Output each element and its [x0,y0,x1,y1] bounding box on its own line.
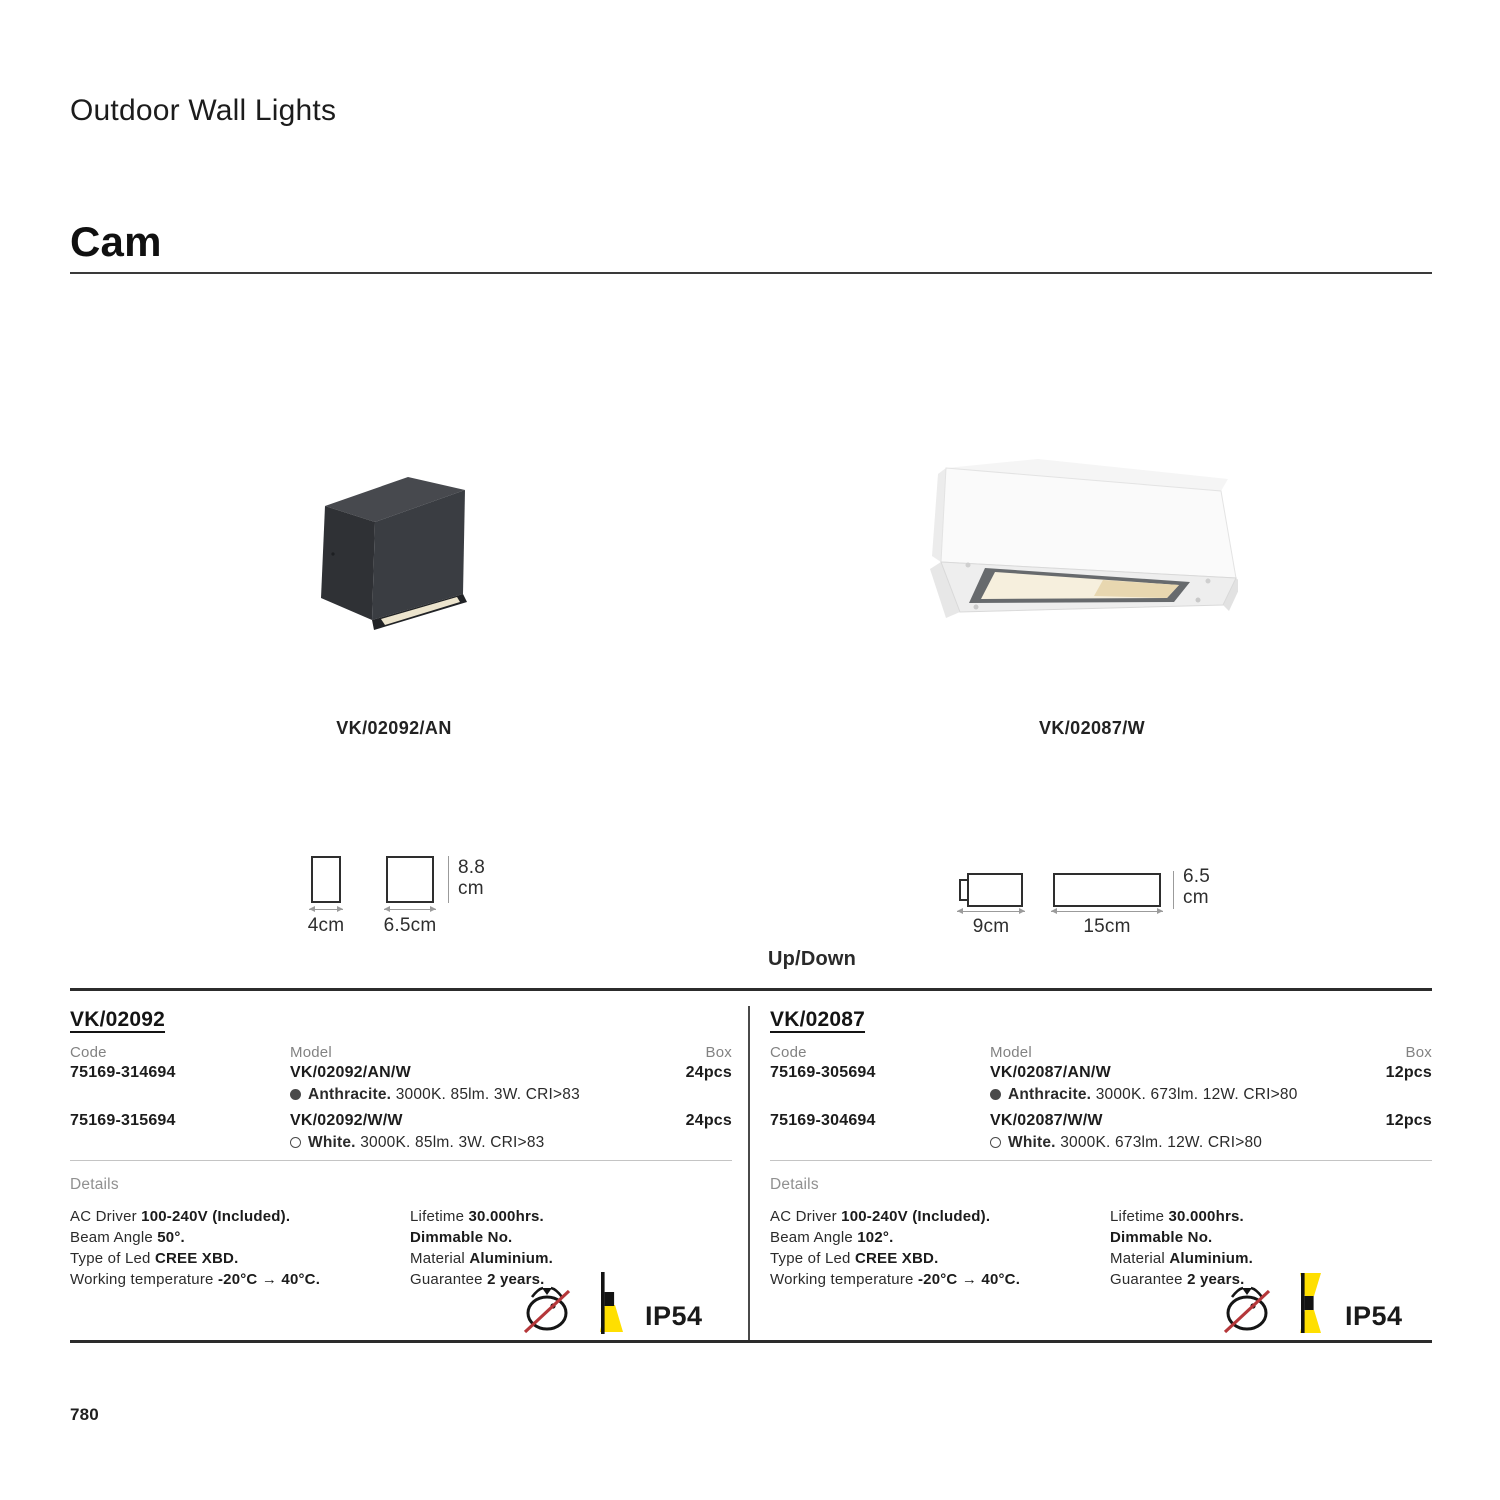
dim-side-view [311,856,341,903]
dim-front-width-label: 15cm [1083,916,1131,937]
row-code: 75169-314694 [70,1064,176,1081]
dim-height-unit: cm [1183,887,1209,908]
spec-label: Type of Led [70,1250,155,1267]
orientation-label: Up/Down [768,948,857,970]
ip-rating: IP54 [1345,1301,1403,1331]
no-dim-icon [523,1282,571,1339]
spec-value: 100-240V (Included). [141,1208,291,1225]
anthracite-swatch-icon [290,1089,301,1100]
finish-specs: 3000K. 673lm. 12W. CRI>80 [1060,1134,1263,1151]
details-divider [770,1160,1432,1161]
spec-value: -20°C → 40°C. [217,1271,321,1288]
dim-arrow [957,911,1025,912]
row-box: 12pcs [1385,1064,1432,1081]
dim-height-unit: cm [458,878,484,899]
col-header-model: Model [290,1044,332,1061]
product-photo-anthracite-cube [313,466,475,639]
spec-label: Working temperature [70,1271,218,1288]
anthracite-swatch-icon [990,1089,1001,1100]
spec-value: CREE XBD. [854,1250,939,1267]
finish-name: Anthracite. [308,1086,392,1103]
row-finish [290,1086,580,1104]
dim-side-width-label: 4cm [307,915,345,936]
dim-front-view [1053,873,1161,907]
column-divider [748,1006,750,1342]
col-header-code: Code [770,1044,807,1061]
finish-name: Anthracite. [1008,1086,1092,1103]
ip-rating: IP54 [645,1301,703,1331]
finish-specs: 3000K. 85lm. 3W. CRI>83 [395,1086,580,1103]
details-left-column [770,1206,1020,1290]
dim-arrow [309,909,343,910]
dim-front-view [386,856,434,903]
spec-value: 50°. [157,1229,185,1246]
spec-label: Lifetime [1110,1208,1169,1225]
row-finish [990,1134,1262,1152]
dim-front-width-label: 6.5cm [383,915,437,936]
spec-label: Type of Led [770,1250,855,1267]
spec-value: 2 years. [1187,1271,1245,1288]
down-light-icon [598,1270,628,1341]
anthracite-cube-image [313,466,475,634]
spec-label: AC Driver [770,1208,842,1225]
dim-height-line [1173,871,1174,909]
col-header-model: Model [990,1044,1032,1061]
details-heading: Details [70,1176,119,1193]
spec-value: 30.000hrs. [1168,1208,1244,1225]
title-divider [70,272,1432,274]
spec-value: 30.000hrs. [468,1208,544,1225]
details-divider [70,1160,732,1161]
finish-name: White. [1008,1134,1056,1151]
dim-arrow [384,909,436,910]
white-box-image [928,452,1238,637]
spec-label: Guarantee [1110,1271,1188,1288]
spec-label: Guarantee [410,1271,488,1288]
spec-value: 2 years. [487,1271,545,1288]
row-code: 75169-305694 [770,1064,876,1081]
spec-value: 100-240V (Included). [841,1208,991,1225]
col-header-box: Box [705,1044,732,1061]
spec-value: Aluminium. [469,1250,553,1267]
spec-value: CREE XBD. [154,1250,239,1267]
details-heading: Details [770,1176,819,1193]
dim-side-view [967,873,1023,907]
dim-height-value: 6.5 [1183,866,1211,887]
section-top-rule [70,988,1432,991]
row-box: 24pcs [685,1064,732,1081]
dim-height-value: 8.8 [458,857,486,878]
row-model: VK/02092/W/W [290,1112,403,1129]
row-code: 75169-304694 [770,1112,876,1129]
details-right-column [410,1206,553,1290]
spec-value: Dimmable No. [1110,1229,1213,1246]
dim-arrow [1051,911,1163,912]
spec-label: Beam Angle [770,1229,858,1246]
row-box: 24pcs [685,1112,732,1129]
row-code: 75169-315694 [70,1112,176,1129]
col-header-code: Code [70,1044,107,1061]
dim-height-line [448,856,449,903]
white-swatch-icon [290,1137,301,1148]
up-down-light-icon [1298,1270,1328,1341]
family-code-heading: VK/02092 [70,1008,166,1031]
product-section-vk02092 [70,1006,732,1342]
spec-value: 102°. [857,1229,894,1246]
product-image-label: VK/02087/W [1038,718,1146,738]
page-title: Cam [70,218,162,265]
no-dim-icon [1223,1282,1271,1339]
row-finish [290,1134,544,1152]
row-model: VK/02087/AN/W [990,1064,1111,1081]
finish-specs: 3000K. 673lm. 12W. CRI>80 [1095,1086,1298,1103]
details-right-column [1110,1206,1253,1290]
row-model: VK/02087/W/W [990,1112,1103,1129]
spec-label: Lifetime [410,1208,469,1225]
product-section-vk02087 [770,1006,1432,1342]
spec-label: Beam Angle [70,1229,158,1246]
details-left-column [70,1206,320,1290]
page-number: 780 [70,1405,99,1424]
spec-value: -20°C → 40°C. [917,1271,1021,1288]
spec-value: Dimmable No. [410,1229,513,1246]
white-swatch-icon [990,1137,1001,1148]
product-image-label: VK/02092/AN [336,718,452,738]
spec-label: AC Driver [70,1208,142,1225]
spec-label: Material [410,1250,470,1267]
family-code-heading: VK/02087 [770,1008,866,1031]
category-title: Outdoor Wall Lights [70,94,337,127]
spec-label: Material [1110,1250,1170,1267]
dim-side-width-label: 9cm [972,916,1010,937]
spec-value: Aluminium. [1169,1250,1253,1267]
finish-name: White. [308,1134,356,1151]
finish-specs: 3000K. 85lm. 3W. CRI>83 [360,1134,545,1151]
row-model: VK/02092/AN/W [290,1064,411,1081]
row-finish [990,1086,1298,1104]
col-header-box: Box [1405,1044,1432,1061]
product-photo-white-box [928,452,1238,642]
spec-label: Working temperature [770,1271,918,1288]
row-box: 12pcs [1385,1112,1432,1129]
